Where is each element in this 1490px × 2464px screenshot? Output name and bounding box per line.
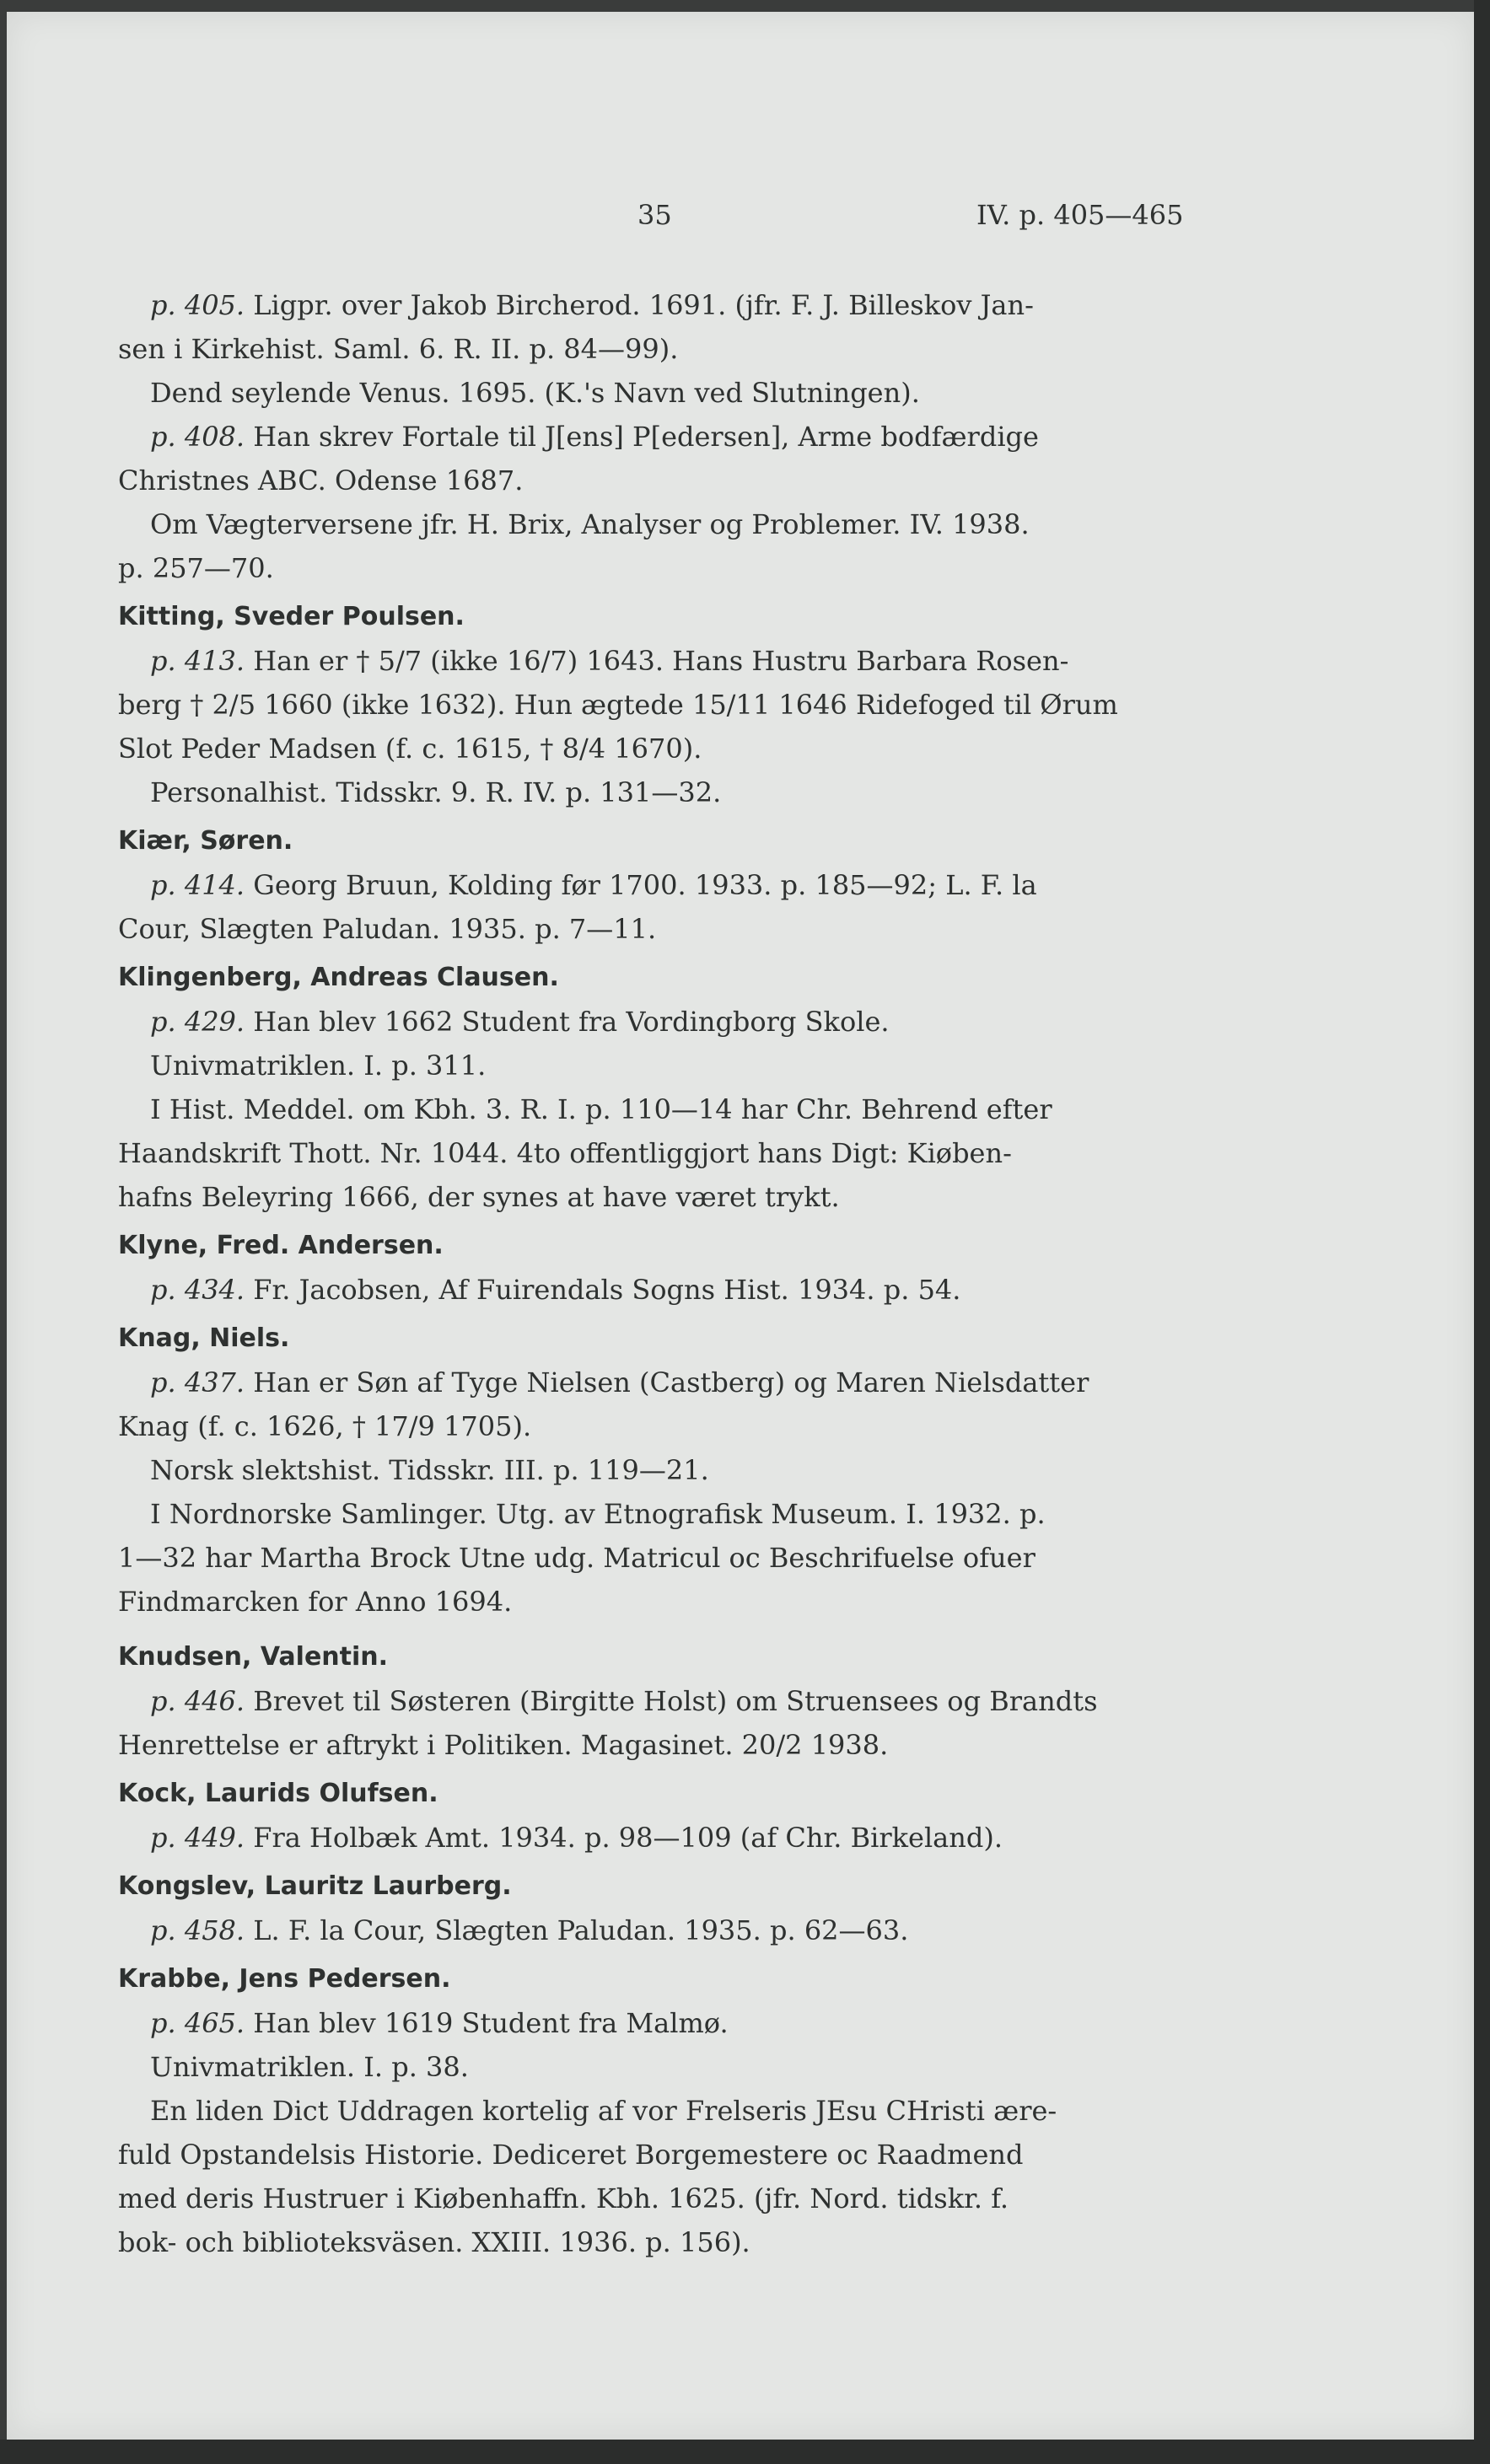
text-line [118, 1580, 1214, 1624]
text-line [118, 770, 1214, 814]
entries-text [118, 283, 1214, 2264]
line-text: Knag (f. c. 1626, † 17/9 1705). [118, 1410, 532, 1442]
line-text: Fra Holbæk Amt. 1934. p. 98—109 (af Chr. Birkeland). [245, 1822, 1003, 1854]
line-text: Univmatriklen. I. p. 311. [150, 1049, 487, 1082]
text-line [118, 1000, 1214, 1044]
page-reference: p. 429. [150, 1006, 245, 1038]
text-line [118, 459, 1214, 502]
line-text: Han skrev Fortale til J[ens] P[edersen], Arme bodfærdige [245, 421, 1039, 453]
entry-heading [118, 1957, 1214, 2001]
line-text: Cour, Slægten Paludan. 1935. p. 7—11. [118, 913, 657, 945]
line-text: Haandskrift Thott. Nr. 1044. 4to offentliggjort hans Digt: Kiøben- [118, 1137, 1012, 1169]
text-line [118, 1268, 1214, 1312]
line-text: p. 257—70. [118, 552, 274, 584]
line-text: Brevet til Søsteren (Birgitte Holst) om Struensees og Brandts [245, 1685, 1098, 1717]
line-text: Findmarcken for Anno 1694. [118, 1586, 513, 1618]
entry-heading [118, 1865, 1214, 1908]
line-text: berg † 2/5 1660 (ikke 1632). Hun ægtede 15/11 1646 Ridefoged til Ørum [118, 689, 1118, 721]
text-line [118, 1087, 1214, 1131]
line-text: hafns Beleyring 1666, der synes at have været trykt. [118, 1181, 840, 1213]
line-text: Klyne, Fred. Andersen. [118, 1231, 444, 1260]
line-text: Knudsen, Valentin. [118, 1642, 389, 1672]
line-text: fuld Opstandelsis Historie. Dediceret Borgemestere oc Raadmend [118, 2139, 1024, 2171]
text-line [118, 1361, 1214, 1404]
line-text: Om Vægterversene jfr. H. Brix, Analyser og Problemer. IV. 1938. [150, 508, 1030, 540]
line-text: Slot Peder Madsen (f. c. 1615, † 8/4 1670). [118, 733, 702, 765]
line-text: sen i Kirkehist. Saml. 6. R. II. p. 84—99). [118, 333, 679, 365]
text-line [118, 727, 1214, 770]
line-text: Han er † 5/7 (ikke 16/7) 1643. Hans Hustru Barbara Rosen- [245, 645, 1069, 677]
line-text: L. F. la Cour, Slægten Paludan. 1935. p. 62—63. [245, 1914, 909, 1946]
page-reference: p. 458. [150, 1914, 245, 1946]
page-reference: p. 465. [150, 2007, 245, 2039]
line-text: Georg Bruun, Kolding før 1700. 1933. p. 185—92; L. F. la [245, 869, 1037, 901]
line-text: Kock, Laurids Olufsen. [118, 1779, 438, 1808]
page-range: IV. p. 405—465 [976, 199, 1184, 231]
line-text: med deris Hustruer i Kiøbenhaffn. Kbh. 1625. (jfr. Nord. tidskr. f. [118, 2182, 1009, 2214]
text-line [118, 1816, 1214, 1860]
page-reference: p. 434. [150, 1274, 245, 1306]
text-line [118, 2177, 1214, 2220]
entry-heading [118, 1317, 1214, 1361]
text-line [118, 907, 1214, 951]
text-line [118, 2220, 1214, 2264]
line-text: Personalhist. Tidsskr. 9. R. IV. p. 131—32. [150, 776, 722, 808]
text-line [118, 415, 1214, 459]
text-line [118, 1536, 1214, 1580]
line-text: Norsk slektshist. Tidsskr. III. p. 119—21. [150, 1454, 709, 1486]
line-text: 1—32 har Martha Brock Utne udg. Matricul oc Beschrifuelse ofuer [118, 1542, 1035, 1574]
book-page [7, 12, 1474, 2440]
line-text: Dend seylende Venus. 1695. (K.'s Navn ved Slutningen). [150, 377, 920, 409]
page-number: 35 [637, 199, 672, 231]
line-text: I Nordnorske Samlinger. Utg. av Etnografisk Museum. I. 1932. p. [150, 1498, 1046, 1530]
page-reference: p. 405. [150, 289, 245, 321]
entry-heading [118, 956, 1214, 1000]
text-line [118, 639, 1214, 683]
page-reference: p. 449. [150, 1822, 245, 1854]
entry-heading [118, 819, 1214, 863]
text-line [118, 327, 1214, 371]
line-text: Knag, Niels. [118, 1323, 290, 1353]
text-line [118, 1131, 1214, 1175]
book-spine-shadow [1474, 0, 1490, 2464]
entry-heading [118, 1772, 1214, 1816]
entry-heading [118, 1635, 1214, 1679]
line-text: Christnes ABC. Odense 1687. [118, 464, 524, 497]
line-text: Krabbe, Jens Pedersen. [118, 1964, 451, 1994]
page-bottom-shadow [0, 2440, 1490, 2464]
text-line [118, 1404, 1214, 1448]
page-reference: p. 437. [150, 1366, 245, 1398]
text-line [118, 1044, 1214, 1087]
text-line [118, 683, 1214, 727]
text-line [118, 2133, 1214, 2177]
text-line [118, 1679, 1214, 1723]
line-text: En liden Dict Uddragen kortelig af vor Frelseris JEsu CHristi ære- [150, 2095, 1057, 2127]
line-text: Han blev 1619 Student fra Malmø. [245, 2007, 729, 2039]
line-text: Han er Søn af Tyge Nielsen (Castberg) og Maren Nielsdatter [245, 1366, 1089, 1398]
entry-heading [118, 1224, 1214, 1268]
entry-heading [118, 595, 1214, 639]
line-text: Kongslev, Lauritz Laurberg. [118, 1871, 512, 1901]
line-text: Kitting, Sveder Poulsen. [118, 602, 465, 631]
line-text: Ligpr. over Jakob Bircherod. 1691. (jfr. F. J. Billeskov Jan- [245, 289, 1034, 321]
text-line [118, 1492, 1214, 1536]
line-text: Henrettelse er aftrykt i Politiken. Magasinet. 20/2 1938. [118, 1729, 889, 1761]
text-line [118, 283, 1214, 327]
text-line [118, 546, 1214, 590]
line-text: Fr. Jacobsen, Af Fuirendals Sogns Hist. 1934. p. 54. [245, 1274, 961, 1306]
page-reference: p. 446. [150, 1685, 245, 1717]
line-text: Han blev 1662 Student fra Vordingborg Skole. [245, 1006, 890, 1038]
text-line [118, 2045, 1214, 2089]
line-text: I Hist. Meddel. om Kbh. 3. R. I. p. 110—14 har Chr. Behrend efter [150, 1093, 1052, 1125]
text-line [118, 1448, 1214, 1492]
text-line [118, 1908, 1214, 1952]
text-line [118, 1175, 1214, 1219]
page-reference: p. 408. [150, 421, 245, 453]
text-line [118, 2001, 1214, 2045]
line-text: Klingenberg, Andreas Clausen. [118, 963, 559, 992]
text-line [118, 2089, 1214, 2133]
text-line [118, 1723, 1214, 1767]
text-line [118, 502, 1214, 546]
line-text: Kiær, Søren. [118, 826, 293, 856]
line-text: bok- och biblioteksväsen. XXIII. 1936. p. 156). [118, 2226, 750, 2258]
running-header [7, 199, 1474, 233]
text-line [118, 863, 1214, 907]
page-reference: p. 414. [150, 869, 245, 901]
text-line [118, 371, 1214, 415]
page-reference: p. 413. [150, 645, 245, 677]
line-text: Univmatriklen. I. p. 38. [150, 2051, 469, 2083]
